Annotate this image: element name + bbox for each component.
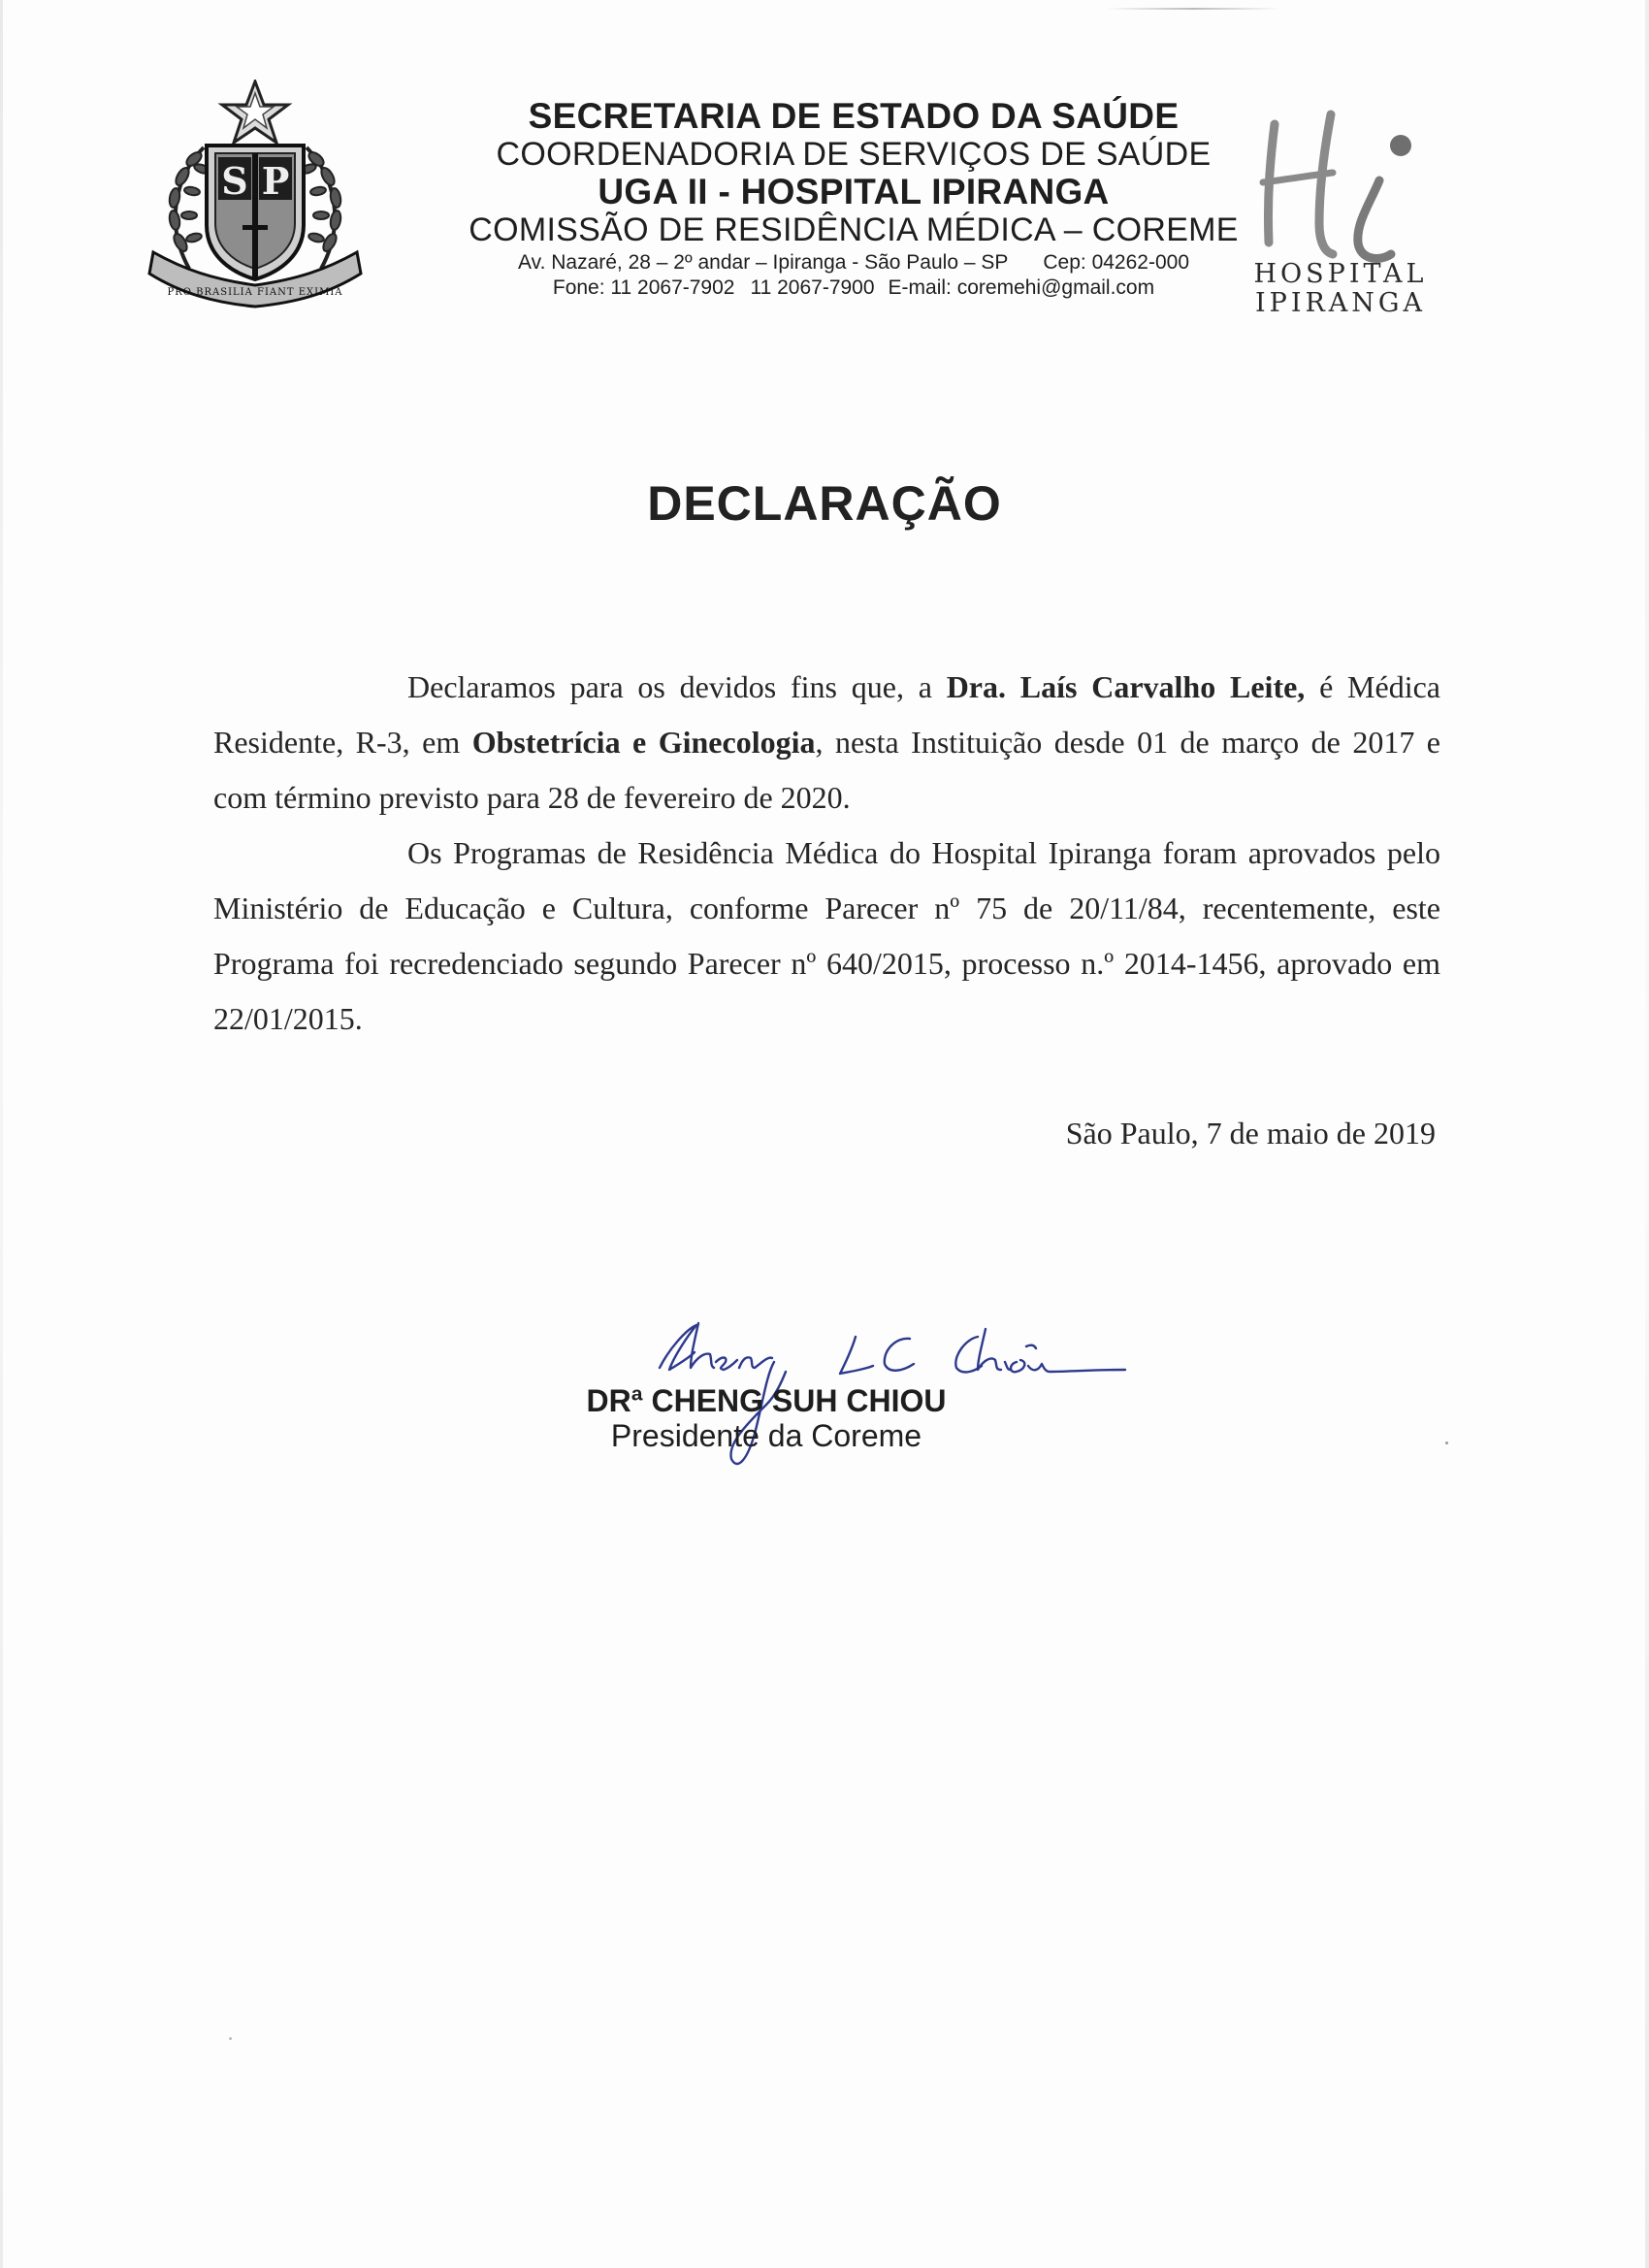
declaration-body xyxy=(213,660,1440,1047)
scan-edge-left xyxy=(0,0,3,2268)
scan-edge-right xyxy=(1645,0,1649,2268)
place-and-date: São Paulo, 7 de maio de 2019 xyxy=(1065,1116,1436,1150)
paragraph-2: Os Programas de Residência Médica do Hospital Ipiranga foram aprovados pelo Ministério de Educação e Cultura, conforme Parecer nº 75 de 20/11/84, recentemente, este Programa foi recredenciado segundo Parecer nº 640/2015, processo n.º 2014-1456, aprovado em 22/01/2015. xyxy=(213,835,1440,1036)
scan-speck xyxy=(1445,1442,1448,1444)
header-email: E-mail: coremehi@gmail.com xyxy=(888,276,1155,299)
header-coordenadoria: COORDENADORIA DE SERVIÇOS DE SAÚDE xyxy=(496,136,1212,173)
signer-name: DRª CHENG SUH CHIOU xyxy=(586,1383,947,1418)
residency-specialty: Obstetrícia e Ginecologia xyxy=(471,725,816,760)
header-contact-line xyxy=(427,275,1280,301)
paragraph-1-text-a: Declaramos para os devidos fins que, a xyxy=(407,669,947,704)
letterhead xyxy=(427,97,1280,301)
paragraph-1-text-c: , nesta Instituição desde 01 de março de 2017 e com término previsto para 28 de fevereiro de 2020. xyxy=(213,725,1441,815)
header-cep: Cep: 04262-000 xyxy=(1043,251,1189,274)
header-secretaria: SECRETARIA DE ESTADO DA SAÚDE xyxy=(528,96,1180,136)
sao-paulo-crest-logo xyxy=(146,80,365,308)
hospital-logo-line2: IPIRANGA xyxy=(1254,288,1427,318)
paragraph-1 xyxy=(213,660,1440,826)
header-address: Av. Nazaré, 28 – 2º andar – Ipiranga - São Paulo – SP xyxy=(518,251,1009,274)
header-address-line xyxy=(427,250,1280,275)
svg-text:PRO BRASILIA FIANT EXIMIA: PRO BRASILIA FIANT EXIMIA xyxy=(167,287,343,298)
svg-text:S: S xyxy=(221,159,248,203)
svg-text:P: P xyxy=(261,159,290,203)
hospital-logo-line1: HOSPITAL xyxy=(1253,259,1428,289)
scan-mark-top xyxy=(1106,8,1280,10)
signer-role: Presidente da Coreme xyxy=(610,1418,922,1453)
paragraph-1-text-b: é Médica Residente, R-3, em xyxy=(213,669,1441,760)
header-hospital: UGA II - HOSPITAL IPIRANGA xyxy=(598,172,1110,211)
resident-name: Dra. Laís Carvalho Leite, xyxy=(946,669,1306,704)
document-title: DECLARAÇÃO xyxy=(647,476,1002,531)
header-phone-2: 11 2067-7900 xyxy=(750,276,875,299)
scan-speck xyxy=(229,2037,232,2040)
header-comissao: COMISSÃO DE RESIDÊNCIA MÉDICA – COREME xyxy=(469,211,1239,248)
header-phone-1: Fone: 11 2067-7902 xyxy=(552,276,735,299)
hospital-logo-text xyxy=(1224,260,1457,318)
